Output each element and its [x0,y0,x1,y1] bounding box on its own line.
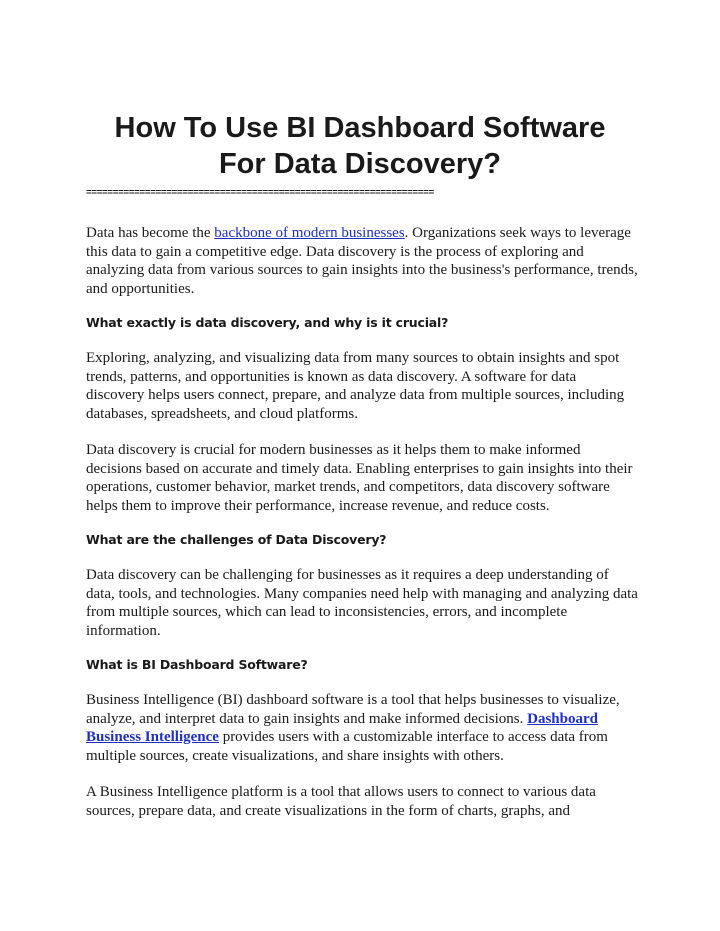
paragraph-bi-dashboard-definition [86,691,638,765]
document-title [40,110,680,182]
paragraph-data-discovery-definition: Exploring, analyzing, and visualizing data from many sources to obtain insights and spot trends, patterns, and opportunities is known as data discovery. A software for data discovery helps users connect, prepare, and analyze data from multiple sources, including databases, spreadsheets, and cloud platforms. [86,350,625,422]
paragraph-challenges: Data discovery can be challenging for businesses as it requires a deep understanding of data, tools, and technologies. Many companies need help with managing and analyzing data from multiple sources, which can lead to inconsistencies, errors, and incomplete information. [86,567,638,639]
paragraph-bi-platform: A Business Intelligence platform is a tool that allows users to connect to various data sources, prepare data, and create visualizations in the form of charts, graphs, and [86,784,596,819]
backbone-link[interactable]: backbone of modern businesses [214,225,405,241]
bi-text-end: provides users with a customizable interface to access data from multiple sources, create visualizations, and share insights with others. [86,729,608,764]
title-line-2: For Data Discovery? [218,148,502,180]
bi-text-start: Business Intelligence (BI) dashboard software is a tool that helps businesses to visualize, analyze, and interpret data to gain insights and make informed decisions. [86,692,620,727]
intro-text-start: Data has become the [86,225,215,241]
intro-paragraph [86,224,638,298]
dashboard-bi-link[interactable]: Dashboard Business Intelligence [86,710,598,745]
title-separator: ================================================================= [86,187,434,198]
section-heading-challenges: What are the challenges of Data Discovery? [86,532,387,547]
document-body [86,224,638,838]
paragraph-data-discovery-importance: Data discovery is crucial for modern businesses as it helps them to make informed decisions based on accurate and timely data. Enabling enterprises to gain insights into their operations, customer behavior, market trends, and competitors, data discovery software helps them to improve their performance, increase revenue, and reduce costs. [86,442,633,514]
section-heading-bi-dashboard: What is BI Dashboard Software? [86,657,308,672]
section-heading-data-discovery: What exactly is data discovery, and why is it crucial? [86,315,449,330]
title-line-1: How To Use BI Dashboard Software [114,112,606,144]
intro-text-end: . Organizations seek ways to leverage this data to gain a competitive edge. Data discovery is the process of exploring and analyzing data from various sources to gain insights into the business's performance, trends, and opportunities. [86,225,638,297]
